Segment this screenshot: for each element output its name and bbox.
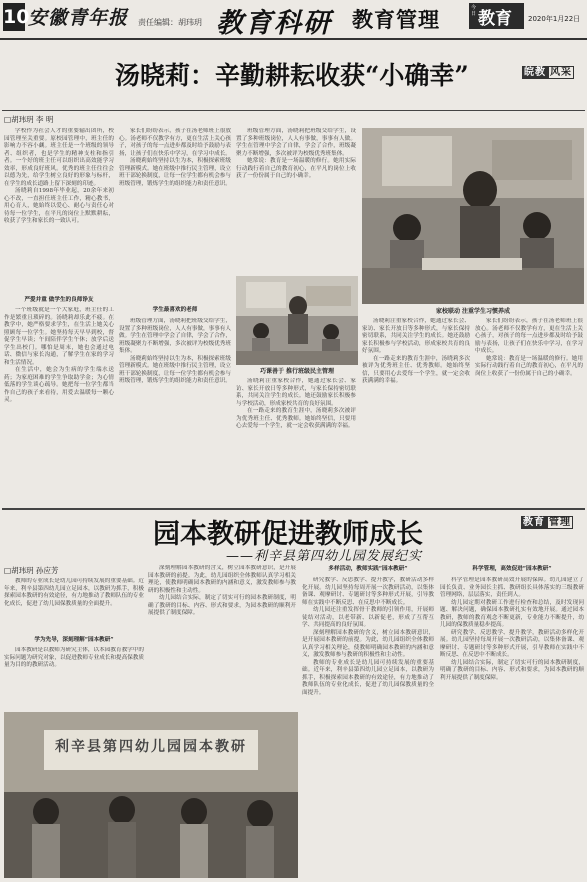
newspaper-name: 安徽青年报 [28, 7, 129, 29]
article1-column-2 [119, 128, 231, 304]
photo2-caption: 家校联动 注重学生习惯养成 [435, 308, 511, 315]
paragraph: 班级管理方面，汤晓莉把班级交给学生，设置了多种班级岗位，人人有事做，事事有人做。学生在管理中学会了自律，学会了合作，班级凝聚力不断增强，多次被评为校级优秀班集体。 [236, 128, 356, 157]
photo1-caption: 巧课善于 推行班级民主管理 [259, 368, 335, 375]
article2-column-3 [302, 577, 434, 877]
article1-column-5 [475, 318, 583, 506]
paragraph: 她常说：教育是一场温暖的修行。她用实际行动践行着自己的教育初心，在平凡的岗位上收获了一份份属于自己的小确幸。 [236, 158, 356, 179]
article2-headline: 园本教研促进教师成长 [153, 519, 423, 550]
paragraph: 汤晓莉注重家校合作，她通过家长会、家访、家长开放日等多种形式，与家长保持密切联系，共同关注学生的成长。她还鼓励家长积极参与学校活动，形成家校共育的良好氛围。 [236, 378, 356, 407]
paragraph: 幼儿园还注重发挥骨干教师的引领作用，开展师徒结对活动，以老带新、以新促老，形成了互帮互学、共同提高的良好氛围。 [302, 607, 434, 628]
photo-class-management [236, 276, 358, 365]
article1-column-3b [236, 378, 356, 506]
paragraph: 在一路走来的教育生涯中，汤晓莉多次被评为优秀班主任、优秀教师。她始终坚信，只要用心去爱每一个学生，就一定会收获满满的幸福。 [236, 408, 356, 429]
article1-tag [522, 65, 574, 79]
article1-headline: 汤晓莉：辛勤耕耘收获“小确幸” [115, 61, 469, 90]
paragraph: 深刻理解园本教研的含义，树立园本教研意识，是开展园本教研的前提。为此，幼儿园组织全体教师认真学习相关理论，使教师明确园本教研的内涵和意义，激发教师参与教研的积极性和主动性。 [302, 629, 434, 658]
photo-teachers-research [4, 712, 298, 878]
paragraph: 幼儿园定期对教研工作进行检查和总结，及时发现问题、解决问题，确保园本教研扎实有效地开展。通过园本教研，教师的教育观念不断更新，专业能力不断提升，幼儿园的保教质量稳步提高。 [440, 599, 584, 628]
paragraph: 教师的专业成长是幼儿园可持续发展的重要基础。近年来，利辛县第四幼儿园立足园本，以教研为抓手，积极探索园本教研的有效途径，有力地推动了教师队伍的专业化成长，促进了幼儿园保教质量的全面提升。 [4, 578, 144, 607]
paragraph: 在一路走来的教育生涯中，汤晓莉多次被评为优秀班主任、优秀教师。她始终坚信，只要用心去爱每一个学生，就一定会收获满满的幸福。 [362, 355, 470, 384]
paragraph: 一个班级就是一个大家庭，班主任的工作是繁重且琐碎的。汤晓莉却乐此不疲。在教学中，她严格要求学生，在生活上她关心照顾每一位学生。她坚持每天早早到校，督促学生早读；午间陪伴学生午休；放学后送学生出校门。哪怕是周末，她也会通过电话、微信与家长沟通，了解学生在家的学习和生活情况。 [4, 307, 114, 366]
paragraph: 她常说：教育是一场温暖的修行。她用实际行动践行着自己的教育初心，在平凡的岗位上收获了一份份属于自己的小确幸。 [475, 355, 583, 377]
page-number: 10 [3, 3, 25, 31]
subhead-wrap [4, 296, 114, 306]
paragraph: 园本教研是以教师为研究主体，以本园教育教学中的实际问题为研究对象，以促进教师专业成长和提高保教质量为目的的教研活动。 [4, 647, 144, 668]
tag-right: 管理 [549, 517, 571, 528]
tag-right: 风采 [550, 67, 572, 78]
paragraph: 教师的专业成长是幼儿园可持续发展的重要基础。近年来，利辛县第四幼儿园立足园本，以教研为抓手，积极探索园本教研的有效途径，有力地推动了教师队伍的专业化成长，促进了幼儿园保教质量的全面提升。 [302, 659, 434, 696]
tag-left: 皖教 [524, 67, 546, 78]
article2-byline: □胡玮玥 孙应芳 [4, 566, 59, 575]
paragraph: 科学管理是园本教研高效开展的保障。幼儿园建立了园长负责、业务园长主抓、教研组长具体落实的三级教研管理网络，层层落实，责任到人。 [440, 577, 584, 598]
paragraph: 幼儿园结合实际，制定了切实可行的园本教研制度，明确了教研的目标、内容、形式和要求，为园本教研的顺利开展提供了制度保障。 [440, 659, 584, 681]
article2-column-1 [4, 578, 144, 636]
section-title-script: 教育科研 [216, 8, 332, 39]
article1-subhead-2: 学生最喜欢的老师 [152, 307, 198, 313]
article1-column-1 [4, 128, 114, 296]
subhead-wrap [119, 306, 231, 316]
subhead-wrap [302, 565, 434, 575]
divider [2, 110, 585, 111]
paragraph: 汤晓莉自1998年毕业起，20余年来初心不改，一直担任班主任工作，精心教书，用心育人，她始终以爱心、耐心与责任心对待每一位学生，在平凡的岗位上默默耕耘，收获了学生和家长的一致认可。 [4, 188, 114, 224]
section-title: 教育管理 [352, 8, 440, 32]
article1-column-2b [119, 318, 231, 506]
paragraph: 幼儿园结合实际，制定了切实可行的园本教研制度，明确了教研的目标、内容、形式和要求，为园本教研的顺利开展提供了制度保障。 [148, 595, 296, 616]
paragraph: 在生活中，她会为生病的学生端水送药；为家庭困难的学生争取助学金；为心情低落的学生谈心疏导。她把每一位学生都当作自己的孩子来看待，用爱去温暖每一颗心灵。 [4, 367, 114, 403]
article1-column-1b [4, 307, 114, 507]
paragraph: 研究教学、反思教学、提升教学，教研活动多样化开展。幼儿园坚持每周开展一次教研活动，以集体备课、观摩研讨、专题研讨等多种形式开展，引导教师在实践中不断反思、在反思中不断成长。 [302, 577, 434, 606]
article2-subhead-3: 科学管理，高效促进“园本教研” [472, 566, 552, 572]
tag-left: 教育 [523, 517, 545, 528]
article1-column-3 [236, 128, 356, 273]
section-divider [2, 508, 585, 510]
paragraph: 学校作为社会人才的重要输出团所，校园管理至关重要。原校园管理中，班主任的影响力不容小觑。班主任是一个班级的领导者、组织者，也是学生的精神支柱和指引者。一个好的班主任可以组织出高效能学习效率，形成良好班风。优秀的班主任往往会以德为先，给学生树立良好的形象与标杆，在学生的成长道路上留下深刻的印迹。 [4, 128, 114, 187]
paragraph: 研究教学、反思教学、提升教学，教研活动多样化开展。幼儿园坚持每周开展一次教研活动，以集体备课、观摩研讨、专题研讨等多种形式开展，引导教师在实践中不断反思、在反思中不断成长。 [440, 629, 584, 658]
paragraph: 汤晓莉始终坚持以生为本，积极探索班级管理新模式。她在班级中推行民主管理，设立班干部轮换制度，让每一位学生都有机会参与班级管理，锻炼学生的组织能力和责任意识。 [119, 158, 231, 187]
masthead [0, 0, 587, 40]
article1-column-4 [362, 318, 470, 506]
subhead-wrap [4, 636, 144, 646]
subhead-wrap [440, 565, 584, 575]
article1-byline: □胡玮玥 李 明 [4, 115, 54, 124]
today-education-logo [469, 3, 524, 29]
article2-tag [521, 515, 573, 529]
photo-banner-text: 利辛县第四幼儿园园本教研 [55, 739, 247, 755]
article2-column-2 [148, 565, 296, 709]
logo-big-text: 教育 [478, 9, 512, 29]
photo-home-school [362, 128, 584, 304]
issue-date: 2020年1月22日 [528, 15, 581, 23]
paragraph: 班级管理方面，汤晓莉把班级交给学生，设置了多种班级岗位，人人有事做，事事有人做。学生在管理中学会了自律，学会了合作，班级凝聚力不断增强，多次被评为校级优秀班集体。 [119, 318, 231, 354]
logo-small-text: 今日 [471, 5, 477, 17]
paragraph: 家长们纷纷表示，孩子在汤老师班上很放心。汤老师不仅教学有方，更在生活上关心孩子，对孩子的每一点进步都及时给予鼓励与表扬，让孩子们在快乐中学习，在学习中成长。 [119, 128, 231, 157]
article2-subhead-1: 学为先导，深刻理解“园本教研” [34, 637, 114, 643]
article2-subheadline: ——利辛县第四幼儿园发展纪实 [226, 549, 423, 564]
paragraph: 汤晓莉始终坚持以生为本，积极探索班级管理新模式。她在班级中推行民主管理，设立班干部轮换制度，让每一位学生都有机会参与班级管理，锻炼学生的组织能力和责任意识。 [119, 355, 231, 384]
editor-credit: 责任编辑：胡玮玥 [138, 18, 202, 27]
paragraph: 深刻理解园本教研的含义，树立园本教研意识，是开展园本教研的前提。为此，幼儿园组织全体教师认真学习相关理论，使教师明确园本教研的内涵和意义，激发教师参与教研的积极性和主动性。 [148, 565, 296, 594]
article2-column-1b [4, 647, 144, 709]
paragraph: 家长们纷纷表示，孩子在汤老师班上很放心。汤老师不仅教学有方，更在生活上关心孩子，对孩子的每一点进步都及时给予鼓励与表扬，让孩子们在快乐中学习，在学习中成长。 [475, 318, 583, 354]
paragraph: 汤晓莉注重家校合作，她通过家长会、家访、家长开放日等多种形式，与家长保持密切联系，共同关注学生的成长。她还鼓励家长积极参与学校活动，形成家校共育的良好氛围。 [362, 318, 470, 354]
article1-subhead-1: 严爱并重 做学生的良师诤友 [24, 297, 94, 303]
article2-subhead-2: 多样活动，教师实践“园本教研” [328, 566, 408, 572]
article2-column-4 [440, 577, 584, 877]
